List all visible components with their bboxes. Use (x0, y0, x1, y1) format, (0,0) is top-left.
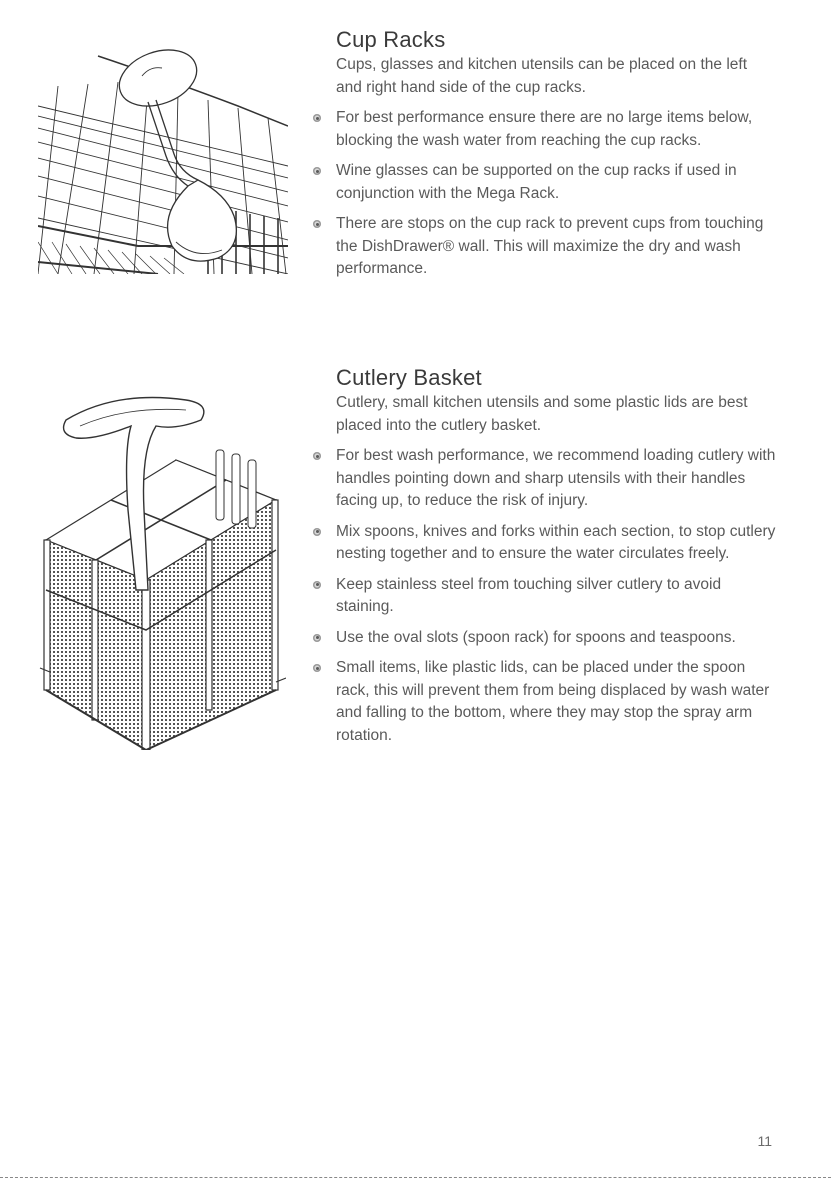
bullet-icon (313, 664, 321, 672)
section-intro: Cutlery, small kitchen utensils and some plastic lids are best placed into the cutlery basket. (336, 394, 748, 434)
bullet-icon (313, 114, 321, 122)
list-item (336, 574, 776, 619)
list-item-text: Use the oval slots (spoon rack) for spoons and teaspoons. (336, 628, 736, 646)
list-item (336, 445, 776, 513)
list-item-text: For best wash performance, we recommend loading cutlery with handles pointing down and sharp utensils with their handles facing up, to reduce the risk of injury. (336, 447, 776, 509)
bullet-list (336, 445, 776, 747)
list-item-text: There are stops on the cup rack to prevent cups from touching the DishDrawer® wall. This will maximize the dry and wash performance. (336, 215, 764, 277)
list-item-text: Keep stainless steel from touching silver cutlery to avoid staining. (336, 575, 722, 615)
list-item (336, 627, 776, 650)
list-item (336, 213, 776, 281)
bullet-icon (313, 167, 321, 175)
list-item-text: For best performance ensure there are no large items below, blocking the wash water from reaching the cup racks. (336, 109, 753, 149)
bullet-list (336, 107, 776, 281)
bullet-icon (313, 528, 321, 536)
list-item-text: Small items, like plastic lids, can be placed under the spoon rack, this will prevent them from being displaced by wash water and falling to the bottom, where they may stop the spray arm rotation. (336, 659, 770, 744)
cup-racks-text (336, 26, 776, 289)
bullet-icon (313, 634, 321, 642)
list-item-text: Mix spoons, knives and forks within each section, to stop cutlery nesting together and to ensure the water circulates freely. (336, 522, 776, 562)
cup-rack-illustration-icon (38, 46, 288, 274)
cutlery-basket-text (336, 364, 776, 755)
bullet-icon (313, 581, 321, 589)
list-item (336, 657, 776, 747)
cutlery-basket-illustration-icon (36, 390, 286, 750)
bullet-icon (313, 220, 321, 228)
bottom-divider (0, 1177, 831, 1179)
list-item (336, 107, 776, 152)
list-item-text: Wine glasses can be supported on the cup racks if used in conjunction with the Mega Rack. (336, 162, 737, 202)
page-number: 11 (757, 1133, 772, 1149)
list-item (336, 160, 776, 205)
section-heading: Cup Racks (336, 27, 446, 52)
bullet-icon (313, 452, 321, 460)
section-intro: Cups, glasses and kitchen utensils can be placed on the left and right hand side of the cup racks. (336, 56, 748, 96)
section-heading: Cutlery Basket (336, 365, 482, 390)
list-item (336, 521, 776, 566)
